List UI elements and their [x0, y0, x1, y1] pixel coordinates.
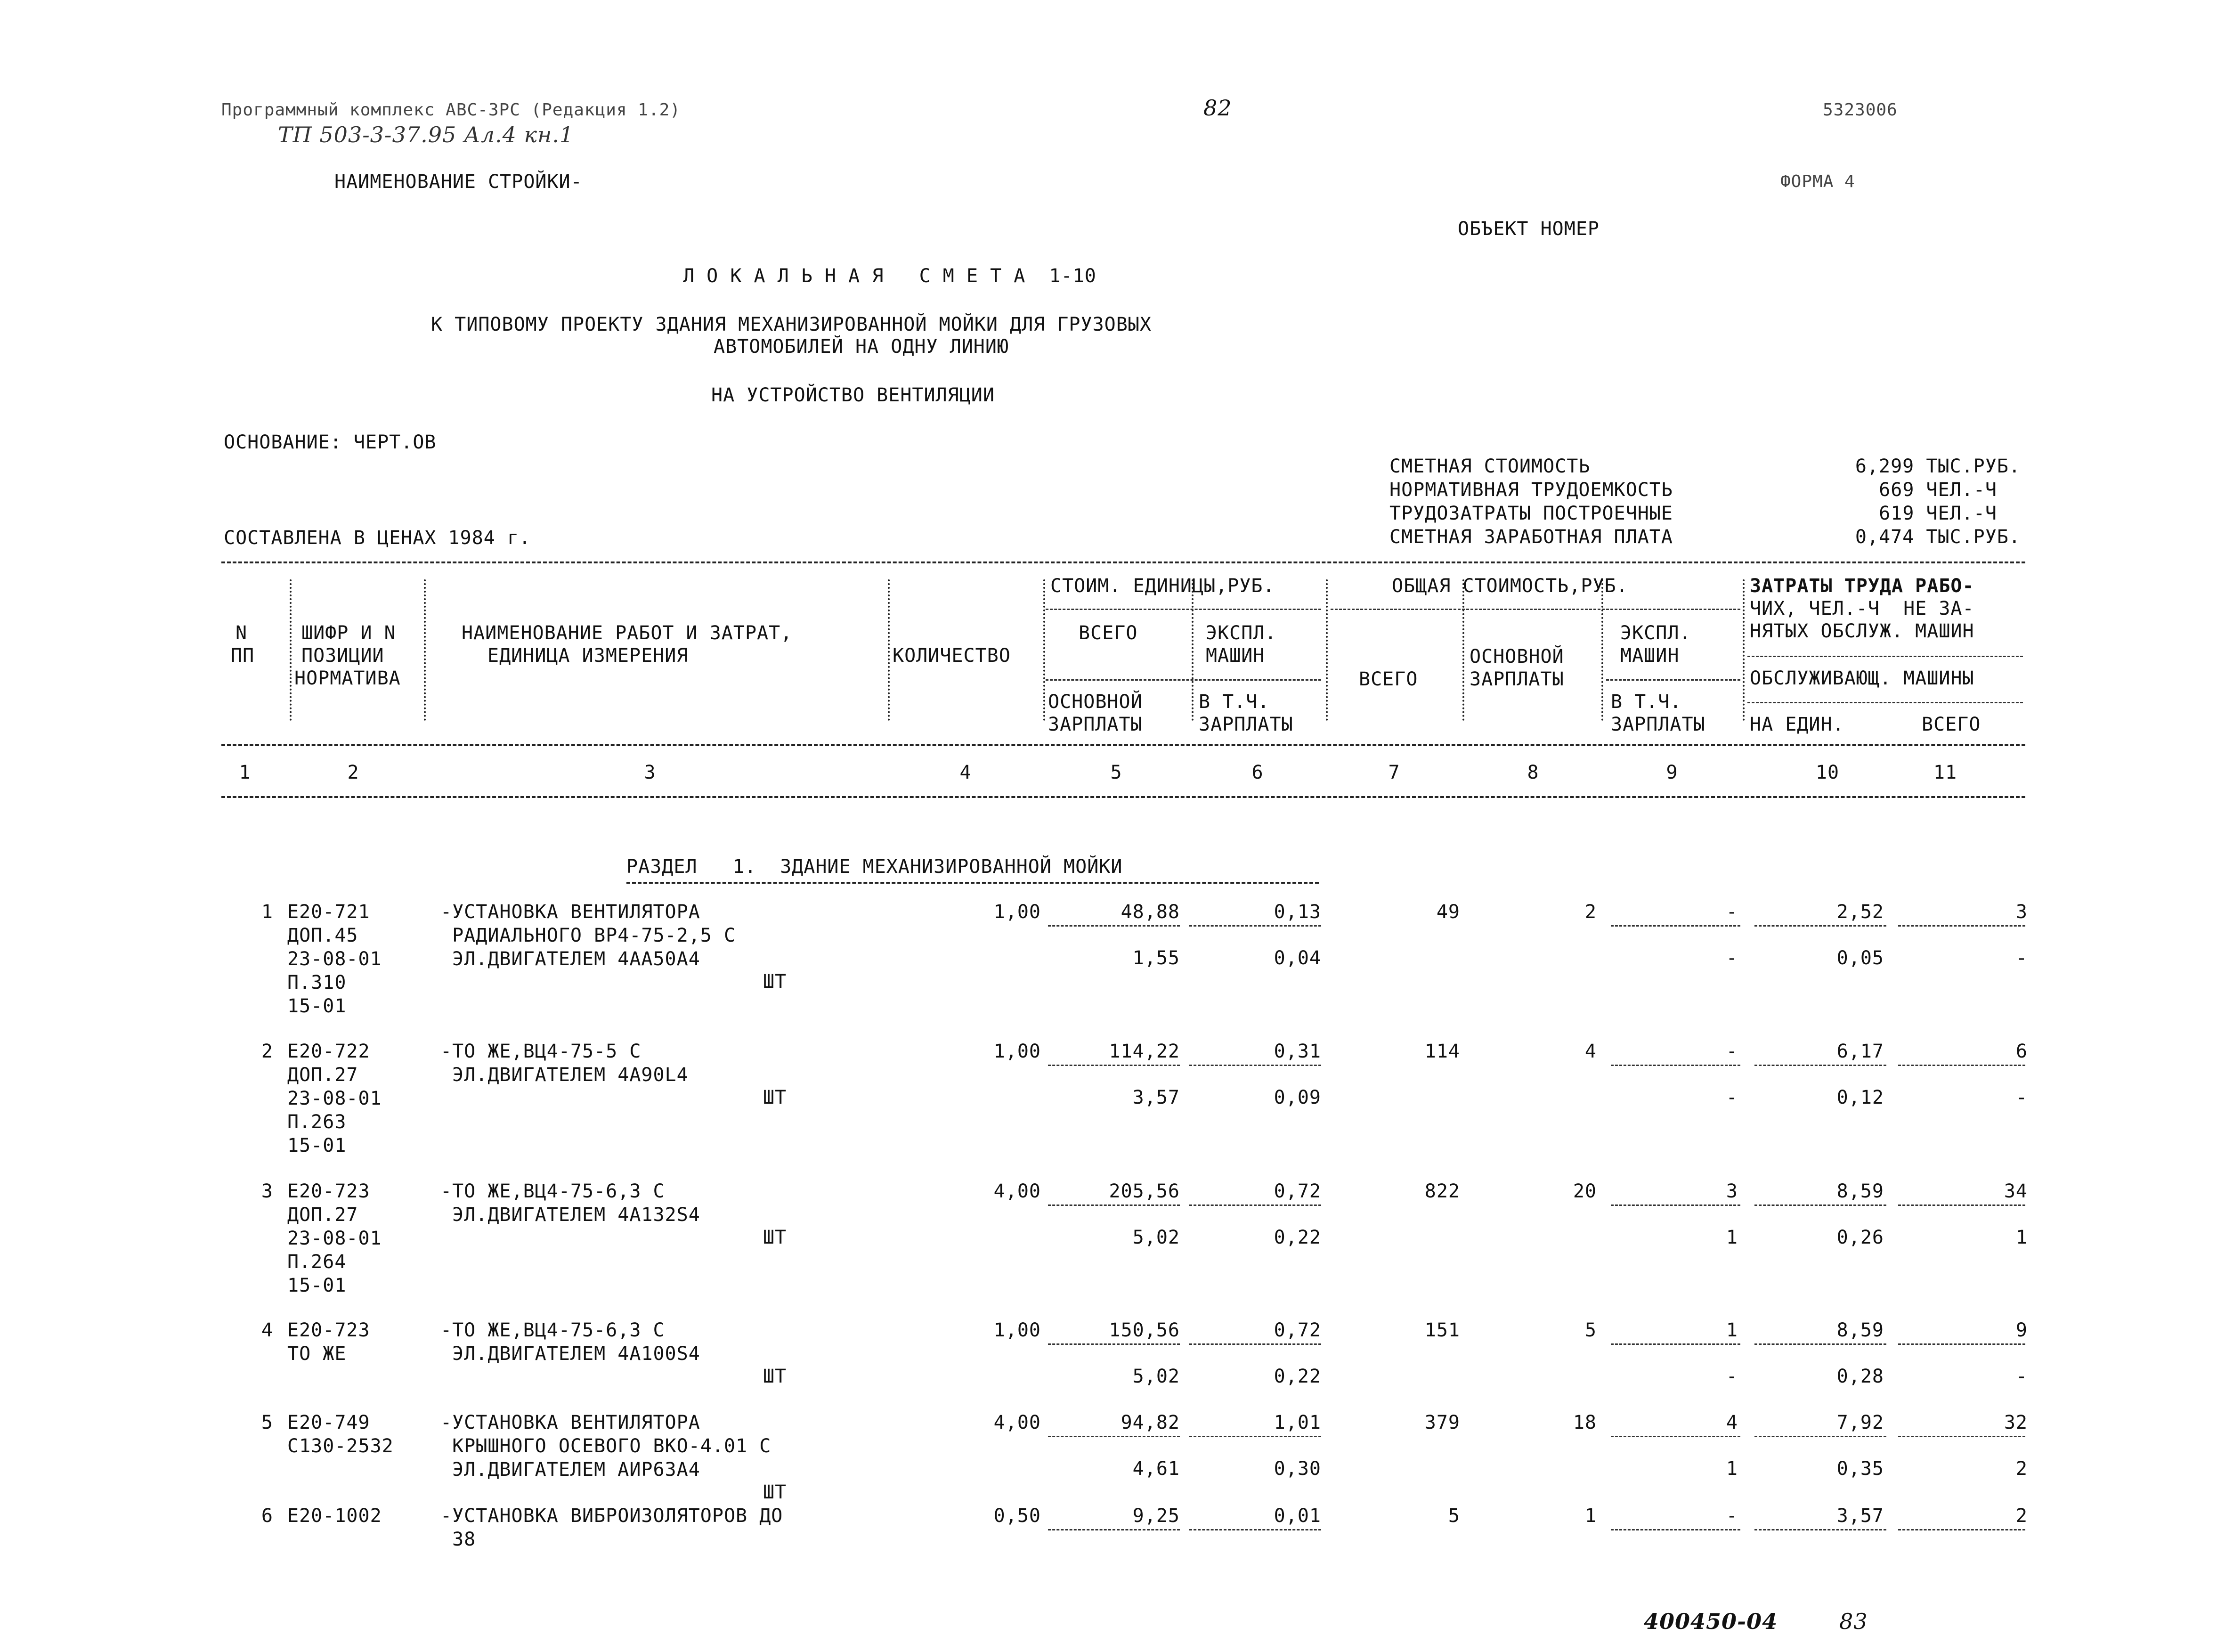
row-total-wage: 4 — [1584, 1041, 1597, 1062]
row-total: 822 — [1424, 1180, 1460, 1202]
cell-divider — [1048, 1436, 1180, 1437]
row-code: С130-2532 — [287, 1435, 394, 1457]
row-labor-serv-total: - — [2015, 1366, 2028, 1387]
hdr-labor: ЧИХ, ЧЕЛ.-Ч НЕ ЗА- — [1750, 598, 1974, 619]
row-code: Е20-723 — [287, 1319, 370, 1341]
cell-divider — [1754, 925, 1886, 927]
hdr-pp: ПП — [231, 645, 255, 667]
row-total-wage: 2 — [1584, 901, 1597, 923]
row-total: 151 — [1424, 1319, 1460, 1341]
row-unit-total: 94,82 — [1121, 1412, 1180, 1433]
row-number: 5 — [261, 1412, 273, 1433]
cell-divider — [1189, 1343, 1321, 1345]
row-total-mach: - — [1726, 1505, 1738, 1527]
col-number: 10 — [1815, 762, 1840, 783]
row-unit-mach-wage: 0,09 — [1274, 1087, 1321, 1108]
row-unit-total: 150,56 — [1109, 1319, 1180, 1341]
table-header-bottom-rule — [221, 796, 2025, 798]
cell-divider — [1898, 1529, 2025, 1530]
row-unit: ШТ — [763, 1366, 787, 1387]
row-unit-total: 114,22 — [1109, 1041, 1180, 1062]
construction-label: НАИМЕНОВАНИЕ СТРОЙКИ- — [334, 171, 583, 193]
row-name: 38 — [440, 1529, 476, 1550]
page-number: 82 — [1203, 95, 1232, 121]
row-unit: ШТ — [763, 1227, 787, 1248]
cell-divider — [1611, 1343, 1740, 1345]
row-labor-serv-unit: 0,28 — [1836, 1366, 1884, 1387]
hdr-total-mach: ЭКСПЛ. — [1620, 622, 1691, 644]
row-total-mach-wage: 1 — [1726, 1227, 1738, 1248]
cell-divider — [1611, 1204, 1740, 1206]
summary-value: 6,299 ТЫС.РУБ. — [1855, 456, 2021, 477]
summary-value: 669 ЧЕЛ.-Ч — [1879, 479, 1997, 501]
row-total-mach-wage: 1 — [1726, 1458, 1738, 1480]
table-top-rule — [221, 562, 2025, 563]
col-number: 3 — [644, 762, 656, 783]
row-labor-unit: 8,59 — [1836, 1319, 1884, 1341]
hdr-unit-wage: ЗАРПЛАТЫ — [1048, 714, 1143, 735]
row-number: 1 — [261, 901, 273, 923]
row-code: Е20-722 — [287, 1041, 370, 1062]
row-name: ЭЛ.ДВИГАТЕЛЕМ 4А100S4 — [440, 1343, 700, 1365]
row-labor-total: 2 — [2015, 1505, 2028, 1527]
hdr-total-mach-wage: ЗАРПЛАТЫ — [1611, 714, 1705, 735]
doc-code: 5323006 — [1823, 100, 1898, 120]
cell-divider — [1048, 1343, 1180, 1345]
cell-divider — [1611, 925, 1740, 927]
summary-label: НОРМАТИВНАЯ ТРУДОЕМКОСТЬ — [1389, 479, 1673, 501]
hdr-name: ЕДИНИЦА ИЗМЕРЕНИЯ — [487, 645, 689, 667]
summary-label: СМЕТНАЯ ЗАРАБОТНАЯ ПЛАТА — [1389, 526, 1673, 548]
section-title: РАЗДЕЛ 1. ЗДАНИЕ МЕХАНИЗИРОВАННОЙ МОЙКИ — [626, 856, 1123, 878]
cell-divider — [1048, 1529, 1180, 1530]
row-total-mach: 3 — [1726, 1180, 1738, 1202]
cell-divider — [1611, 1436, 1740, 1437]
cell-divider — [1754, 1065, 1886, 1066]
cell-divider — [1898, 1343, 2025, 1345]
hdr-total-mach: МАШИН — [1620, 645, 1680, 667]
cell-divider — [1898, 1436, 2025, 1437]
prices-basis: СОСТАВЛЕНА В ЦЕНАХ 1984 г. — [224, 527, 531, 549]
row-total-wage: 20 — [1573, 1180, 1597, 1202]
row-labor-serv-unit: 0,35 — [1836, 1458, 1884, 1480]
row-total-mach: - — [1726, 901, 1738, 923]
hdr-labor: ЗАТРАТЫ ТРУДА РАБО- — [1750, 575, 1974, 597]
document-title: Л О К А Л Ь Н А Я С М Е Т А 1-10 — [683, 265, 1096, 287]
row-total-mach: 1 — [1726, 1319, 1738, 1341]
row-labor-serv-unit: 0,26 — [1836, 1227, 1884, 1248]
col-number: 7 — [1388, 762, 1400, 783]
row-labor-unit: 6,17 — [1836, 1041, 1884, 1062]
cell-divider — [1189, 1204, 1321, 1206]
row-total-wage: 18 — [1573, 1412, 1597, 1433]
footer-code: 400450-04 — [1644, 1609, 1778, 1634]
row-unit-mach: 0,01 — [1274, 1505, 1321, 1527]
row-code: П.310 — [287, 972, 347, 993]
row-name: КРЫШНОГО ОСЕВОГО ВКО-4.01 С — [440, 1435, 771, 1457]
cell-divider — [1048, 1204, 1180, 1206]
row-code: 23-08-01 — [287, 1228, 382, 1249]
hdr-labor-unit: НА ЕДИН. — [1750, 714, 1844, 735]
row-total-mach-wage: - — [1726, 947, 1738, 969]
col-number: 5 — [1110, 762, 1122, 783]
row-name: -ТО ЖЕ,ВЦ4-75-5 С — [440, 1041, 642, 1062]
row-quantity: 4,00 — [993, 1412, 1041, 1433]
hdr-total-cost: ОБЩАЯ СТОИМОСТЬ,РУБ. — [1392, 575, 1628, 597]
footer-sheet: 83 — [1839, 1609, 1868, 1634]
row-name: -УСТАНОВКА ВИБРОИЗОЛЯТОРОВ ДО — [440, 1505, 783, 1527]
hdr-code: ПОЗИЦИИ — [301, 645, 384, 667]
cell-divider — [1754, 1204, 1886, 1206]
col-number: 2 — [347, 762, 359, 783]
row-name: ЭЛ.ДВИГАТЕЛЕМ 4АА50А4 — [440, 948, 700, 970]
row-name: -ТО ЖЕ,ВЦ4-75-6,3 С — [440, 1319, 665, 1341]
hdr-total-mach-wage: В Т.Ч. — [1611, 691, 1682, 713]
hdr-unit-mach: МАШИН — [1206, 645, 1265, 667]
row-labor-unit: 8,59 — [1836, 1180, 1884, 1202]
row-unit-wage: 3,57 — [1132, 1087, 1180, 1108]
hdr-unit-mach-wage: В Т.Ч. — [1199, 691, 1270, 713]
form-label: ФОРМА 4 — [1780, 172, 1855, 191]
cell-divider — [1189, 1436, 1321, 1437]
row-code: ТО ЖЕ — [287, 1343, 347, 1365]
cell-divider — [1189, 1529, 1321, 1530]
row-quantity: 1,00 — [993, 1041, 1041, 1062]
section-underline — [626, 882, 1319, 884]
col-number: 9 — [1666, 762, 1678, 783]
row-code: Е20-723 — [287, 1180, 370, 1202]
hdr-unit-wage: ОСНОВНОЙ — [1048, 691, 1143, 713]
row-code: 15-01 — [287, 1135, 347, 1156]
col-number: 8 — [1527, 762, 1539, 783]
cell-divider — [1611, 1065, 1740, 1066]
hdr-qty: КОЛИЧЕСТВО — [893, 645, 1011, 667]
cell-divider — [1754, 1343, 1886, 1345]
row-unit-wage: 4,61 — [1132, 1458, 1180, 1480]
row-unit-total: 9,25 — [1132, 1505, 1180, 1527]
row-code: 23-08-01 — [287, 948, 382, 970]
row-code: ДОП.45 — [287, 925, 358, 946]
row-labor-serv-total: - — [2015, 947, 2028, 969]
hdr-code: НОРМАТИВА — [294, 667, 401, 689]
hdr-unit-cost: СТОИМ. ЕДИНИЦЫ,РУБ. — [1050, 575, 1275, 597]
project-ref: ТП 503-3-37.95 Ал.4 кн.1 — [278, 122, 574, 147]
row-number: 3 — [261, 1180, 273, 1202]
row-unit-mach-wage: 0,22 — [1274, 1227, 1321, 1248]
cell-divider — [1754, 1529, 1886, 1530]
row-unit-mach-wage: 0,30 — [1274, 1458, 1321, 1480]
row-unit-mach-wage: 0,04 — [1274, 947, 1321, 969]
row-unit-wage: 5,02 — [1132, 1227, 1180, 1248]
row-labor-total: 3 — [2015, 901, 2028, 923]
row-total-wage: 5 — [1584, 1319, 1597, 1341]
cell-divider — [1189, 1065, 1321, 1066]
row-labor-unit: 2,52 — [1836, 901, 1884, 923]
row-code: 15-01 — [287, 1275, 347, 1296]
row-code: ДОП.27 — [287, 1064, 358, 1086]
header-divider — [221, 744, 2025, 746]
row-unit: ШТ — [763, 1481, 787, 1503]
row-name: -УСТАНОВКА ВЕНТИЛЯТОРА — [440, 901, 700, 923]
row-labor-serv-total: 1 — [2015, 1227, 2028, 1248]
row-total-wage: 1 — [1584, 1505, 1597, 1527]
hdr-total-wage: ЗАРПЛАТЫ — [1470, 668, 1564, 690]
row-code: П.264 — [287, 1251, 347, 1273]
row-code: 23-08-01 — [287, 1088, 382, 1109]
row-unit-mach-wage: 0,22 — [1274, 1366, 1321, 1387]
row-code: Е20-749 — [287, 1412, 370, 1433]
row-unit-mach: 0,72 — [1274, 1180, 1321, 1202]
col-number: 6 — [1251, 762, 1264, 783]
row-total-mach: 4 — [1726, 1412, 1738, 1433]
hdr-n: N — [235, 622, 248, 644]
hdr-labor: НЯТЫХ ОБСЛУЖ. МАШИН — [1750, 620, 1974, 642]
row-quantity: 1,00 — [993, 1319, 1041, 1341]
row-name: -УСТАНОВКА ВЕНТИЛЯТОРА — [440, 1412, 700, 1433]
hdr-total-all: ВСЕГО — [1359, 668, 1418, 690]
row-unit-mach: 0,72 — [1274, 1319, 1321, 1341]
row-quantity: 0,50 — [993, 1505, 1041, 1527]
hdr-labor-serv: ОБСЛУЖИВАЮЩ. МАШИНЫ — [1750, 667, 1974, 689]
row-name: ЭЛ.ДВИГАТЕЛЕМ 4А90L4 — [440, 1064, 689, 1086]
row-total: 49 — [1436, 901, 1460, 923]
summary-value: 0,474 ТЫС.РУБ. — [1855, 526, 2021, 548]
row-labor-total: 34 — [2004, 1180, 2028, 1202]
row-unit-mach: 0,13 — [1274, 901, 1321, 923]
row-labor-serv-unit: 0,05 — [1836, 947, 1884, 969]
row-code: Е20-721 — [287, 901, 370, 923]
hdr-total-wage: ОСНОВНОЙ — [1470, 646, 1564, 667]
row-total: 114 — [1424, 1041, 1460, 1062]
row-total-mach-wage: - — [1726, 1087, 1738, 1108]
row-quantity: 1,00 — [993, 901, 1041, 923]
row-number: 4 — [261, 1319, 273, 1341]
col-number: 4 — [959, 762, 972, 783]
cell-divider — [1048, 1065, 1180, 1066]
cell-divider — [1611, 1529, 1740, 1530]
row-labor-total: 6 — [2015, 1041, 2028, 1062]
hdr-code: ШИФР И N — [301, 622, 396, 644]
title-line-2: АВТОМОБИЛЕЙ НА ОДНУ ЛИНИЮ — [714, 336, 1009, 358]
row-number: 2 — [261, 1041, 273, 1062]
cell-divider — [1754, 1436, 1886, 1437]
cell-divider — [1189, 925, 1321, 927]
row-labor-serv-total: - — [2015, 1087, 2028, 1108]
cell-divider — [1048, 925, 1180, 927]
row-number: 6 — [261, 1505, 273, 1527]
hdr-name: НАИМЕНОВАНИЕ РАБОТ И ЗАТРАТ, — [462, 622, 793, 644]
row-unit-total: 48,88 — [1121, 901, 1180, 923]
hdr-unit-mach: ЭКСПЛ. — [1206, 622, 1277, 644]
row-total: 5 — [1448, 1505, 1460, 1527]
row-name: РАДИАЛЬНОГО ВР4-75-2,5 С — [440, 925, 736, 946]
row-labor-total: 32 — [2004, 1412, 2028, 1433]
row-total: 379 — [1424, 1412, 1460, 1433]
row-name: ЭЛ.ДВИГАТЕЛЕМ 4А132S4 — [440, 1204, 700, 1226]
cell-divider — [1898, 1065, 2025, 1066]
title-line-3: НА УСТРОЙСТВО ВЕНТИЛЯЦИИ — [711, 384, 995, 406]
row-unit: ШТ — [763, 971, 787, 993]
title-line-1: К ТИПОВОМУ ПРОЕКТУ ЗДАНИЯ МЕХАНИЗИРОВАННОЙ МОЙКИ ДЛЯ ГРУЗОВЫХ — [431, 314, 1152, 335]
row-labor-serv-unit: 0,12 — [1836, 1087, 1884, 1108]
row-labor-unit: 3,57 — [1836, 1505, 1884, 1527]
basis: ОСНОВАНИЕ: ЧЕРТ.ОВ — [224, 431, 437, 453]
row-name: ЭЛ.ДВИГАТЕЛЕМ АИР63А4 — [440, 1459, 700, 1481]
col-number: 11 — [1933, 762, 1957, 783]
row-unit-wage: 5,02 — [1132, 1366, 1180, 1387]
col-number: 1 — [239, 762, 251, 783]
row-code: П.263 — [287, 1111, 347, 1133]
row-labor-total: 9 — [2015, 1319, 2028, 1341]
row-name: -ТО ЖЕ,ВЦ4-75-6,3 С — [440, 1180, 665, 1202]
summary-label: ТРУДОЗАТРАТЫ ПОСТРОЕЧНЫЕ — [1389, 503, 1673, 524]
row-unit-mach: 0,31 — [1274, 1041, 1321, 1062]
row-total-mach: - — [1726, 1041, 1738, 1062]
object-label: ОБЪЕКТ НОМЕР — [1458, 218, 1600, 240]
row-code: Е20-1002 — [287, 1505, 382, 1527]
row-labor-serv-total: 2 — [2015, 1458, 2028, 1480]
row-code: 15-01 — [287, 995, 347, 1017]
program-name: Программный комплекс АВС-3РС (Редакция 1.2) — [221, 100, 681, 120]
row-code: ДОП.27 — [287, 1204, 358, 1226]
row-unit-wage: 1,55 — [1132, 947, 1180, 969]
row-unit: ШТ — [763, 1087, 787, 1108]
summary-label: СМЕТНАЯ СТОИМОСТЬ — [1389, 456, 1591, 477]
row-labor-unit: 7,92 — [1836, 1412, 1884, 1433]
row-total-mach-wage: - — [1726, 1366, 1738, 1387]
hdr-unit-total: ВСЕГО — [1079, 622, 1138, 644]
cell-divider — [1898, 925, 2025, 927]
summary-value: 619 ЧЕЛ.-Ч — [1879, 503, 1997, 524]
row-unit-total: 205,56 — [1109, 1180, 1180, 1202]
row-quantity: 4,00 — [993, 1180, 1041, 1202]
row-unit-mach: 1,01 — [1274, 1412, 1321, 1433]
hdr-labor-total: ВСЕГО — [1922, 714, 1981, 735]
hdr-unit-mach-wage: ЗАРПЛАТЫ — [1199, 714, 1293, 735]
cell-divider — [1898, 1204, 2025, 1206]
